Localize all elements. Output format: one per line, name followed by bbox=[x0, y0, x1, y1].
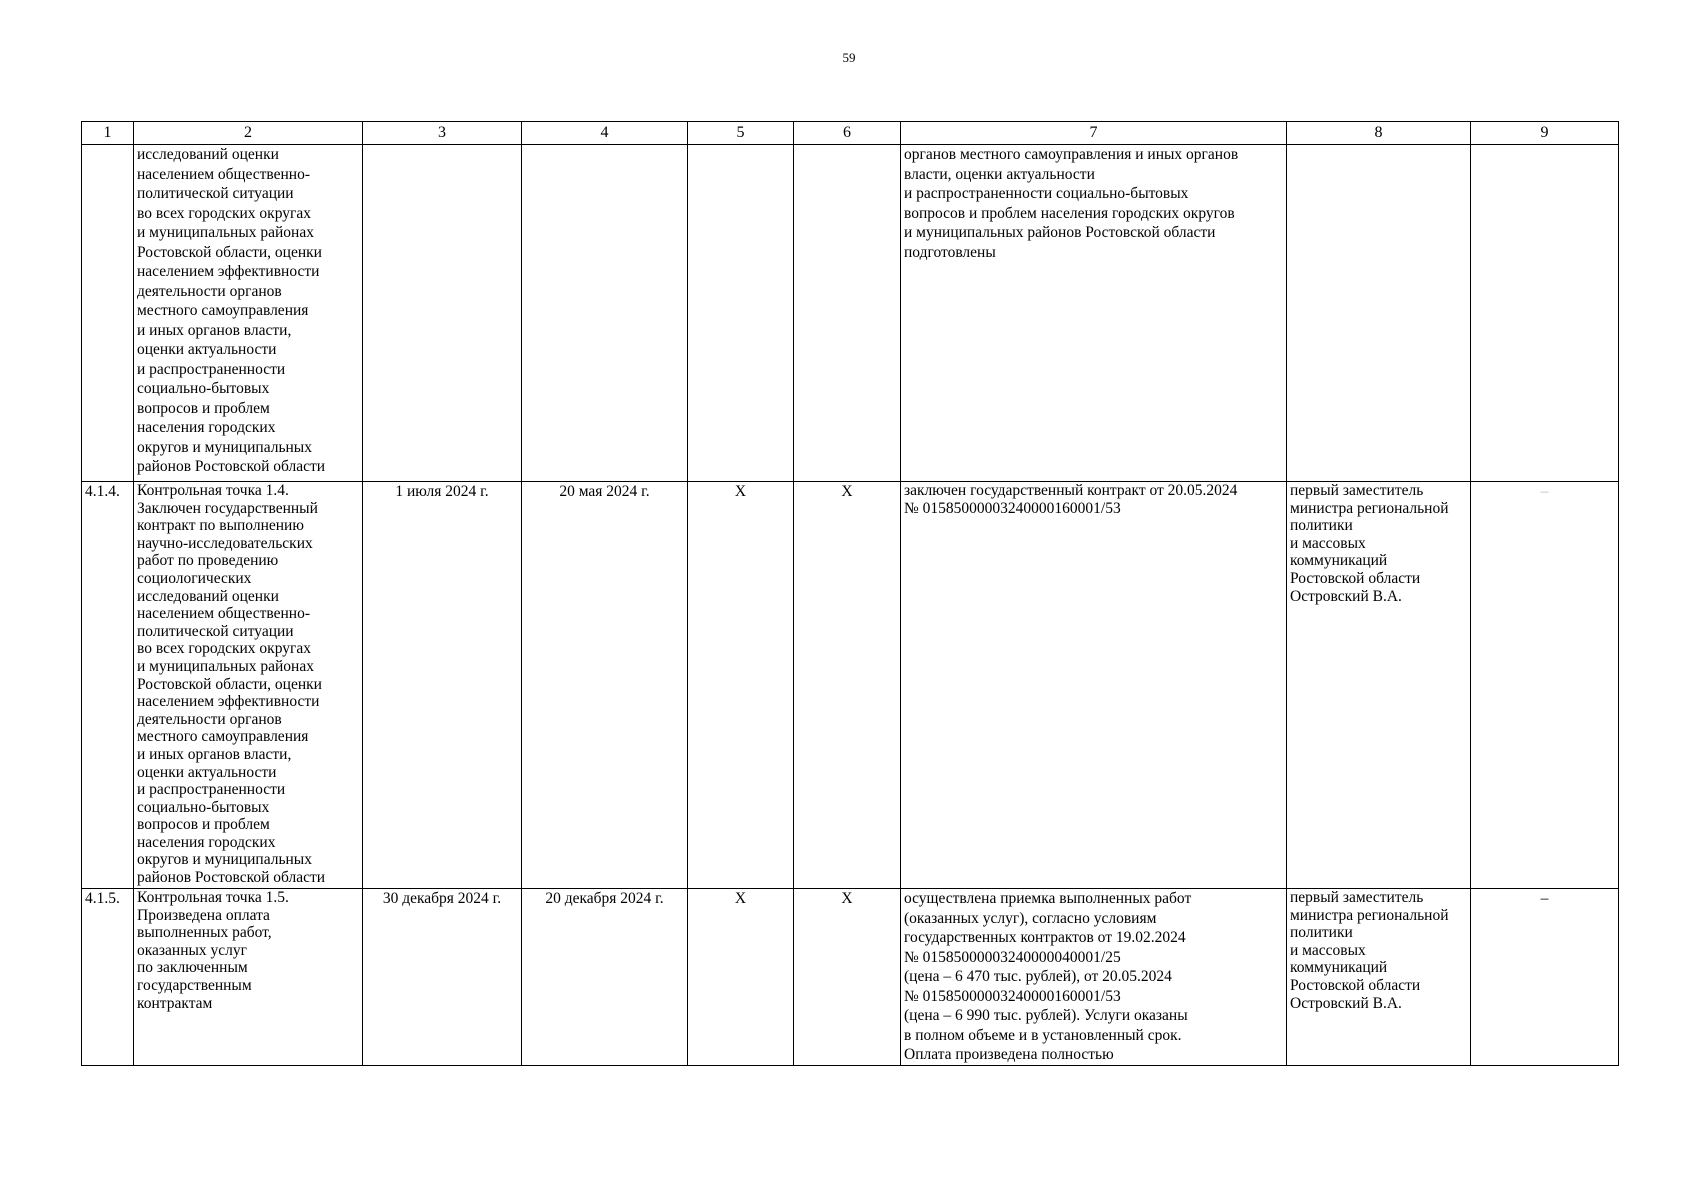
name-cell bbox=[134, 889, 363, 1066]
col6-cell: X bbox=[794, 482, 901, 889]
header-row bbox=[82, 122, 1619, 145]
row-number-cell: 4.1.5. bbox=[82, 889, 134, 1066]
text-line: Контрольная точка 1.4. bbox=[137, 482, 289, 499]
plan-date-cell: 30 декабря 2024 г. bbox=[363, 889, 522, 1066]
text-line: и массовых bbox=[1290, 534, 1366, 552]
text-line: оценки актуальности bbox=[137, 763, 277, 781]
header-col-7: 7 bbox=[901, 122, 1287, 145]
text-line: и иных органов власти, bbox=[137, 321, 292, 339]
text-line: Оплата произведена полностью bbox=[904, 1046, 1114, 1063]
text-line: политической ситуации bbox=[137, 185, 294, 202]
text-line: осуществлена приемка выполненных работ bbox=[904, 890, 1192, 907]
text-line: выполненных работ, bbox=[137, 924, 272, 942]
text-line: Островский В.А. bbox=[1290, 587, 1402, 605]
plan-date-cell bbox=[363, 145, 522, 482]
text-line: социологических bbox=[137, 569, 252, 587]
text-line: социально-бытовых bbox=[137, 798, 270, 816]
col6-cell: X bbox=[794, 889, 901, 1066]
text-line: округов и муниципальных bbox=[137, 438, 312, 456]
text-line: местного самоуправления bbox=[137, 728, 309, 746]
text-line: вопросов и проблем bbox=[137, 816, 270, 834]
text-line: научно-исследовательских bbox=[137, 534, 313, 552]
header-col-4: 4 bbox=[522, 122, 688, 145]
text-line: (оказанных услуг), согласно условиям bbox=[904, 909, 1157, 927]
text-line: Контрольная точка 1.5. bbox=[137, 889, 289, 906]
text-line: и муниципальных районах bbox=[137, 224, 314, 241]
text-line: министра региональной bbox=[1290, 906, 1449, 924]
text-line: Заключен государственный bbox=[137, 499, 318, 517]
text-line: политики bbox=[1290, 924, 1353, 942]
result-cell bbox=[901, 145, 1287, 482]
text-line: исследований оценки bbox=[137, 146, 279, 163]
row-number-cell: 4.1.4. bbox=[82, 482, 134, 889]
text-line: политики bbox=[1290, 517, 1353, 535]
text-line: власти, оценки актуальности bbox=[904, 165, 1095, 183]
responsible-cell bbox=[1287, 145, 1471, 482]
actual-date-cell: 20 мая 2024 г. bbox=[522, 482, 688, 889]
text-line: исследований оценки bbox=[137, 587, 279, 605]
text-line: Ростовской области, оценки bbox=[137, 675, 322, 693]
name-cell bbox=[134, 145, 363, 482]
text-line: Островский В.А. bbox=[1290, 994, 1402, 1012]
text-line: органов местного самоуправления и иных органов bbox=[904, 146, 1239, 163]
header-col-2: 2 bbox=[134, 122, 363, 145]
text-line: (цена – 6 470 тыс. рублей), от 20.05.2024 bbox=[904, 968, 1172, 985]
text-line: государственным bbox=[137, 976, 252, 994]
text-line: Ростовской области, оценки bbox=[137, 243, 322, 261]
text-line: деятельности органов bbox=[137, 282, 282, 300]
responsible-cell bbox=[1287, 482, 1471, 889]
text-line: местного самоуправления bbox=[137, 302, 309, 319]
text-line: округов и муниципальных bbox=[137, 851, 312, 869]
text-line: и иных органов власти, bbox=[137, 745, 292, 763]
header-col-9: 9 bbox=[1471, 122, 1619, 145]
text-line: Произведена оплата bbox=[137, 906, 270, 924]
header-col-8: 8 bbox=[1287, 122, 1471, 145]
text-line: населения городских bbox=[137, 833, 276, 851]
text-line: первый заместитель bbox=[1290, 889, 1424, 906]
text-line: контракт по выполнению bbox=[137, 517, 304, 535]
text-line: районов Ростовской области bbox=[137, 458, 326, 475]
text-line: подготовлены bbox=[904, 243, 996, 261]
name-cell bbox=[134, 482, 363, 889]
text-line: коммуникаций bbox=[1290, 552, 1388, 570]
text-line: № 01585000003240000040001/25 bbox=[904, 948, 1121, 966]
text-line: министра региональной bbox=[1290, 499, 1449, 517]
col9-cell bbox=[1471, 145, 1619, 482]
text-line: и массовых bbox=[1290, 941, 1366, 959]
text-line: и муниципальных районов Ростовской области bbox=[904, 224, 1216, 241]
header-col-6: 6 bbox=[794, 122, 901, 145]
col6-cell bbox=[794, 145, 901, 482]
text-line: Ростовской области bbox=[1290, 569, 1421, 587]
text-line: во всех городских округах bbox=[137, 204, 311, 222]
text-line: населением эффективности bbox=[137, 693, 320, 711]
text-line: и распространенности социально-бытовых bbox=[904, 185, 1189, 202]
text-line: политической ситуации bbox=[137, 622, 294, 640]
text-line: оказанных услуг bbox=[137, 941, 248, 959]
responsible-cell bbox=[1287, 889, 1471, 1066]
table-row bbox=[82, 482, 1619, 889]
text-line: населения городских bbox=[137, 419, 276, 436]
text-line: коммуникаций bbox=[1290, 959, 1388, 977]
text-line: (цена – 6 990 тыс. рублей). Услуги оказаны bbox=[904, 1007, 1188, 1024]
header-col-1: 1 bbox=[82, 122, 134, 145]
col5-cell: X bbox=[688, 889, 794, 1066]
text-line: и распространенности bbox=[137, 360, 286, 378]
col5-cell bbox=[688, 145, 794, 482]
text-line: оценки актуальности bbox=[137, 341, 277, 358]
table-row bbox=[82, 889, 1619, 1066]
text-line: вопросов и проблем bbox=[137, 399, 270, 417]
text-line: социально-бытовых bbox=[137, 380, 270, 397]
text-line: контрактам bbox=[137, 994, 213, 1012]
text-line: во всех городских округах bbox=[137, 640, 311, 658]
col9-cell: – bbox=[1471, 889, 1619, 1066]
text-line: № 01585000003240000160001/53 bbox=[904, 499, 1121, 517]
text-line: вопросов и проблем населения городских округов bbox=[904, 204, 1235, 222]
page-number: 59 bbox=[842, 50, 856, 65]
result-cell bbox=[901, 889, 1287, 1066]
col5-cell: X bbox=[688, 482, 794, 889]
text-line: районов Ростовской области bbox=[137, 869, 326, 887]
text-line: первый заместитель bbox=[1290, 482, 1424, 499]
plan-date-cell: 1 июля 2024 г. bbox=[363, 482, 522, 889]
text-line: в полном объеме и в установленный срок. bbox=[904, 1026, 1182, 1044]
text-line: населением общественно- bbox=[137, 605, 310, 623]
actual-date-cell bbox=[522, 145, 688, 482]
text-line: заключен государственный контракт от 20.05.2024 bbox=[904, 482, 1238, 499]
row-number-cell bbox=[82, 145, 134, 482]
text-line: населением общественно- bbox=[137, 165, 310, 183]
text-line: деятельности органов bbox=[137, 710, 282, 728]
text-line: по заключенным bbox=[137, 959, 248, 977]
col9-cell: – bbox=[1471, 482, 1619, 889]
text-line: работ по проведению bbox=[137, 552, 279, 570]
text-line: государственных контрактов от 19.02.2024 bbox=[904, 929, 1186, 946]
text-line: и распространенности bbox=[137, 781, 286, 799]
result-cell bbox=[901, 482, 1287, 889]
text-line: Ростовской области bbox=[1290, 976, 1421, 994]
text-line: и муниципальных районах bbox=[137, 657, 314, 675]
text-line: № 01585000003240000160001/53 bbox=[904, 987, 1121, 1005]
header-col-3: 3 bbox=[363, 122, 522, 145]
header-col-5: 5 bbox=[688, 122, 794, 145]
text-line: населением эффективности bbox=[137, 263, 320, 280]
report-table bbox=[81, 121, 1619, 1066]
actual-date-cell: 20 декабря 2024 г. bbox=[522, 889, 688, 1066]
table-row bbox=[82, 145, 1619, 482]
